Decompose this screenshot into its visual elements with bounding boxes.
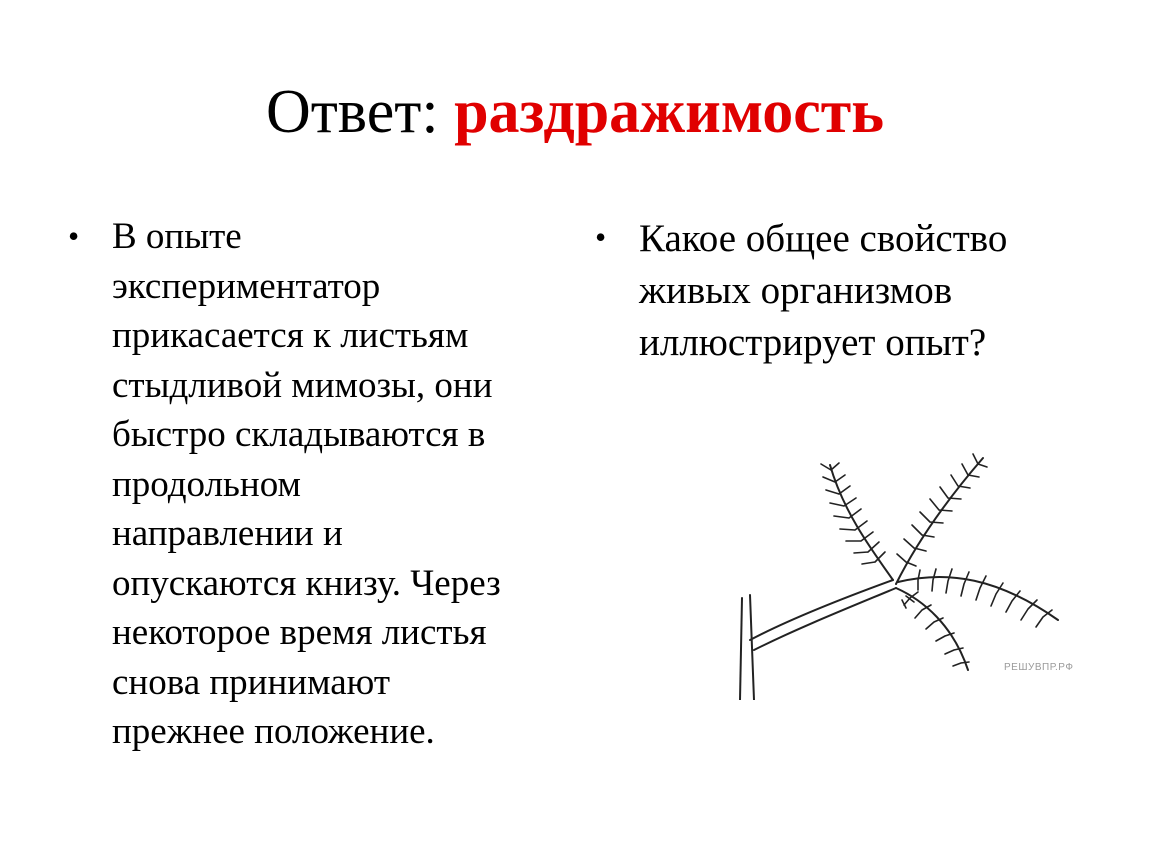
text-line: опускаются книзу. Через [112, 562, 501, 604]
watermark: РЕШУВПР.РФ [1004, 662, 1074, 673]
text-line: В опыте [112, 216, 242, 257]
text-line: прикасается к листьям [112, 315, 469, 356]
right-bullet [595, 213, 1065, 369]
title-prefix: Ответ: [265, 78, 439, 146]
text-line: иллюстрирует опыт? [639, 321, 987, 364]
text-line: некоторое время листья [112, 612, 487, 653]
text-line: быстро складываются в [112, 414, 486, 455]
text-line: стыдливой мимозы, они [112, 364, 493, 406]
text-line: живых организмов [639, 269, 953, 312]
title-answer: раздражимость [454, 78, 885, 146]
text-line: снова принимают [112, 661, 390, 703]
text-line: прежнее положение. [112, 711, 435, 752]
text-line: экспериментатор [112, 265, 381, 307]
text-line: направлении и [112, 513, 343, 554]
bullet-dot: • [68, 218, 80, 254]
left-bullet-text [112, 212, 562, 757]
left-bullet [68, 212, 528, 757]
text-line: Какое общее свойство [639, 217, 1008, 260]
text-line: продольном [112, 463, 301, 505]
bullet-dot: • [595, 219, 607, 255]
right-bullet-text [639, 213, 1079, 369]
slide-title [0, 72, 1150, 152]
